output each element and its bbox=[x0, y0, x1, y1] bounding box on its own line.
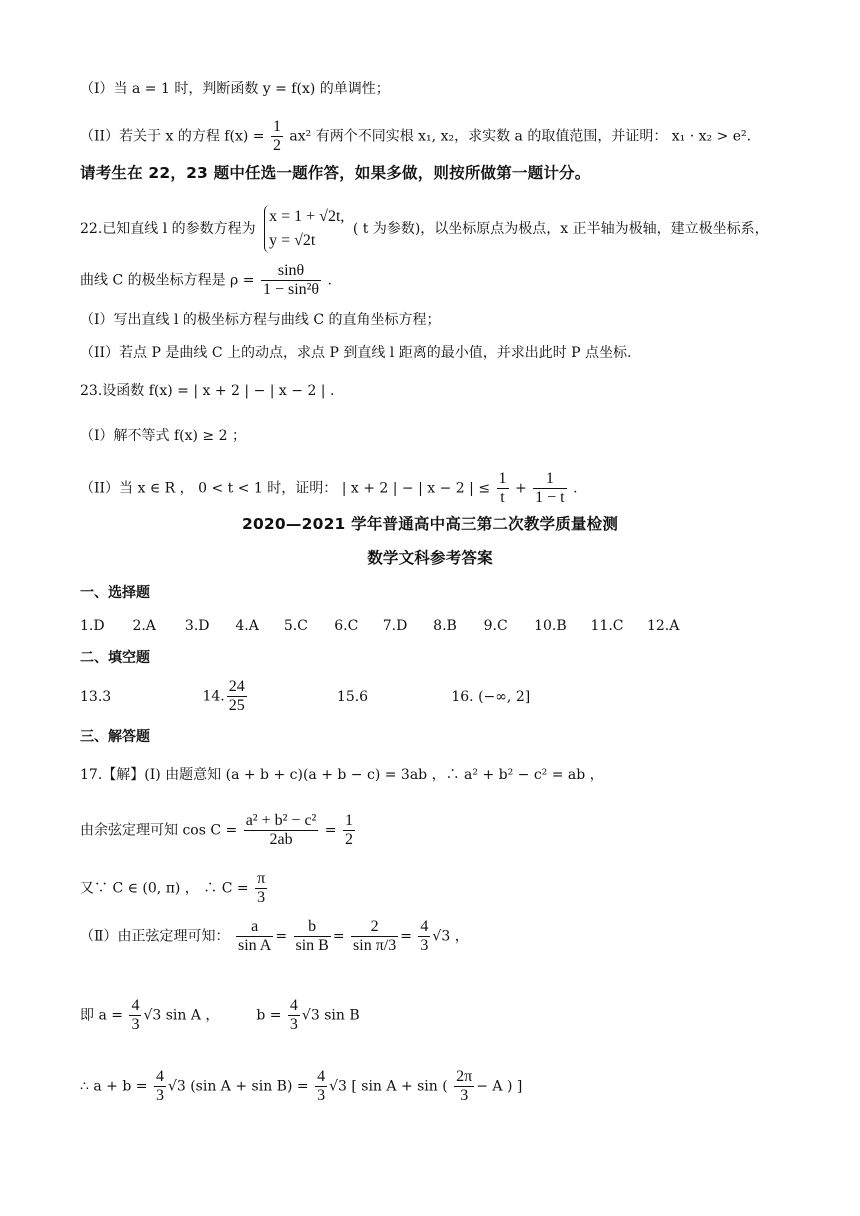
fraction-numerator: 4 bbox=[131, 997, 140, 1014]
fraction-numerator: 4 bbox=[420, 918, 429, 935]
plus-sign: + bbox=[514, 480, 527, 497]
fraction-denominator: sin A bbox=[237, 937, 272, 954]
q23-part2-post: . bbox=[573, 480, 578, 497]
fraction-denominator: 2 bbox=[344, 831, 353, 848]
fraction-numerator: 2π bbox=[456, 1068, 473, 1085]
fraction-4-3 bbox=[288, 997, 300, 1034]
fraction-a-sinA bbox=[236, 918, 273, 955]
q21-part2-post: ax² 有两个不同实根 x₁, x₂，求实数 a 的取值范围，并证明： x₁ · x₂ > e². bbox=[289, 128, 752, 145]
q17-angle-label: 又∵ C ∈ (0, π) ， ∴ C = bbox=[80, 880, 249, 897]
choice-answer: 8.B bbox=[433, 618, 457, 634]
fraction-numerator: sinθ bbox=[261, 262, 321, 281]
fraction-denominator: 3 bbox=[420, 937, 429, 954]
q22-stem-pre: 22.已知直线 l 的参数方程为 bbox=[80, 221, 256, 237]
fill-answer-15: 15.6 bbox=[336, 688, 369, 705]
fraction-denominator: 2 bbox=[272, 137, 281, 154]
choose-one-note: 请考生在 22，23 题中任选一题作答，如果多做，则按所做第一题计分。 bbox=[80, 164, 591, 182]
fraction-numerator: b bbox=[294, 918, 331, 937]
q17-line-4-post: √3 ， bbox=[432, 928, 469, 945]
fraction-denominator: 25 bbox=[228, 697, 245, 714]
choice-answer: 5.C bbox=[283, 618, 308, 634]
q21-part2-pre: （II）若关于 x 的方程 f(x) = bbox=[80, 128, 265, 145]
q17-a-expression: √3 sin A ， bbox=[143, 1007, 220, 1024]
q22-part2: （II）若点 P 是曲线 C 上的动点，求点 P 到直线 l 距离的最小值，并求出此时 P 点坐标. bbox=[80, 345, 632, 361]
fraction-numerator: 4 bbox=[155, 1068, 164, 1085]
fraction-numerator: 4 bbox=[289, 997, 298, 1014]
fraction-numerator: 4 bbox=[317, 1068, 326, 1085]
fraction-denominator: 3 bbox=[155, 1087, 164, 1104]
q17-line-6 bbox=[80, 1068, 522, 1105]
fraction-denominator: sin B bbox=[295, 937, 329, 954]
choice-answers-row bbox=[80, 616, 699, 636]
section-solution-heading: 三、解答题 bbox=[80, 729, 150, 745]
fraction-4-3 bbox=[315, 1068, 327, 1105]
q22-stem bbox=[80, 205, 769, 253]
answer-subtitle: 数学文科参考答案 bbox=[367, 549, 493, 567]
fraction-numerator: 24 bbox=[228, 678, 245, 695]
q17-sum-bracket-close: − A ) ] bbox=[476, 1078, 523, 1095]
fraction-b-sinB bbox=[294, 918, 331, 955]
fraction-2-sin-pi-3 bbox=[351, 918, 398, 955]
q22-part1: （I）写出直线 l 的极坐标方程与曲线 C 的直角坐标方程； bbox=[80, 312, 441, 328]
q21-part2 bbox=[80, 118, 751, 155]
fraction-numerator: a bbox=[236, 918, 273, 937]
system-line-2: y = √2t bbox=[269, 232, 316, 249]
fraction-numerator: π bbox=[257, 870, 266, 887]
choice-answer: 12.A bbox=[646, 618, 680, 634]
q17-b-label: b = bbox=[256, 1007, 282, 1024]
q23-part2-pre: （II）当 x ∈ R ， 0 < t < 1 时，证明： | x + 2 | − | x − 2 | ≤ bbox=[80, 480, 491, 497]
fraction-numerator: a² + b² − c² bbox=[245, 812, 317, 829]
q22-stem-post: ( t 为参数)，以坐标原点为极点，x 正半轴为极轴，建立极坐标系， bbox=[352, 221, 769, 237]
section-fill-heading: 二、填空题 bbox=[80, 650, 150, 666]
q17-sum-middle: √3 (sin A + sin B) = bbox=[167, 1078, 309, 1095]
fraction-denominator: 3 bbox=[317, 1087, 326, 1104]
q17-sum-label: ∴ a + b = bbox=[80, 1078, 148, 1095]
choice-answer: 4.A bbox=[235, 618, 259, 634]
equals-sign: = bbox=[324, 822, 337, 839]
fraction-24-25 bbox=[227, 678, 247, 715]
fraction-2pi-3 bbox=[454, 1068, 474, 1105]
fraction-one-half bbox=[271, 118, 283, 155]
q17-sum-bracket-open: √3 [ sin A + sin ( bbox=[329, 1078, 448, 1095]
fraction-numerator: 1 bbox=[272, 118, 281, 135]
fill-answer-14-label: 14. bbox=[202, 688, 225, 705]
q22-curve-pre: 曲线 C 的极坐标方程是 ρ = bbox=[80, 272, 255, 289]
fraction-one-over-one-minus-t bbox=[533, 470, 566, 507]
q17-line-2 bbox=[80, 812, 357, 849]
section-choice-heading: 一、选择题 bbox=[80, 585, 150, 601]
fraction-denominator: 3 bbox=[131, 1016, 140, 1033]
q21-part1: （I）当 a = 1 时，判断函数 y = f(x) 的单调性； bbox=[80, 81, 390, 97]
choice-answer: 6.C bbox=[334, 618, 359, 634]
fraction-4-3 bbox=[418, 918, 430, 955]
q22-curve-post: . bbox=[327, 272, 332, 289]
polar-fraction bbox=[261, 262, 321, 299]
fill-answer-16: 16. (−∞, 2] bbox=[451, 688, 531, 705]
fraction-denominator: 3 bbox=[289, 1016, 298, 1033]
fraction-4-3 bbox=[129, 997, 141, 1034]
q23-stem: 23.设函数 f(x) = | x + 2 | − | x − 2 | . bbox=[80, 383, 335, 399]
fraction-denominator: t bbox=[500, 489, 505, 506]
fraction-numerator: 2 bbox=[351, 918, 398, 937]
q17-line-4: （Ⅱ）由正弦定理可知： $\frac{a}{\text{sin A}}$ = $\frac{b}{\text{sin B}}$ = $\frac{2}{\text{sin π/3}}$ = $\frac{4}{3}$ √3 ， bbox=[80, 918, 469, 954]
q17-cos-label: 由余弦定理可知 cos C = bbox=[80, 822, 238, 839]
fraction-denominator: 1 − t bbox=[535, 489, 565, 506]
parametric-system bbox=[264, 205, 348, 253]
fraction-numerator: 1 bbox=[498, 470, 507, 487]
fraction-denominator: 2ab bbox=[269, 831, 293, 848]
answer-title: 2020—2021 学年普通高中高三第二次教学质量检测 bbox=[241, 515, 619, 533]
fraction-denominator: 1 − sin²θ bbox=[262, 281, 320, 298]
q17-sine-label: （Ⅱ）由正弦定理可知： bbox=[80, 928, 230, 945]
fraction-denominator: 3 bbox=[460, 1087, 469, 1104]
q17-line-1: 17.【解】(Ⅰ) 由题意知 (a + b + c)(a + b − c) = 3ab ，∴ a² + b² − c² = ab ， bbox=[80, 767, 604, 783]
q17-line-5 bbox=[80, 997, 360, 1034]
choice-answer: 3.D bbox=[184, 618, 210, 634]
fraction-denominator: 3 bbox=[257, 889, 266, 906]
fraction-4-3 bbox=[154, 1068, 166, 1105]
fraction-one-half bbox=[343, 812, 355, 849]
fill-answer-14 bbox=[202, 678, 332, 715]
q23-part1: （I）解不等式 f(x) ≥ 2 ； bbox=[80, 428, 246, 444]
q22-curve bbox=[80, 262, 332, 299]
choice-answer: 9.C bbox=[483, 618, 508, 634]
choice-answer: 2.A bbox=[132, 618, 156, 634]
fraction-numerator: 1 bbox=[533, 470, 566, 489]
q23-part2 bbox=[80, 470, 578, 507]
fill-answers-row bbox=[80, 678, 530, 715]
cosine-fraction bbox=[244, 812, 319, 849]
choice-answer: 7.D bbox=[382, 618, 408, 634]
q17-a-label: 即 a = bbox=[80, 1007, 123, 1024]
fraction-pi-over-3 bbox=[255, 870, 267, 907]
q17-b-expression: √3 sin B bbox=[301, 1007, 360, 1024]
fraction-one-over-t bbox=[497, 470, 509, 507]
choice-answer: 11.C bbox=[590, 618, 624, 634]
q17-line-3 bbox=[80, 870, 269, 907]
fraction-numerator: 1 bbox=[344, 812, 353, 829]
choice-answer: 1.D bbox=[80, 618, 105, 634]
system-line-1: x = 1 + √2t, bbox=[269, 208, 345, 225]
fill-answer-13: 13.3 bbox=[80, 688, 112, 705]
fraction-denominator: sin π/3 bbox=[353, 937, 397, 954]
choice-answer: 10.B bbox=[534, 618, 567, 634]
